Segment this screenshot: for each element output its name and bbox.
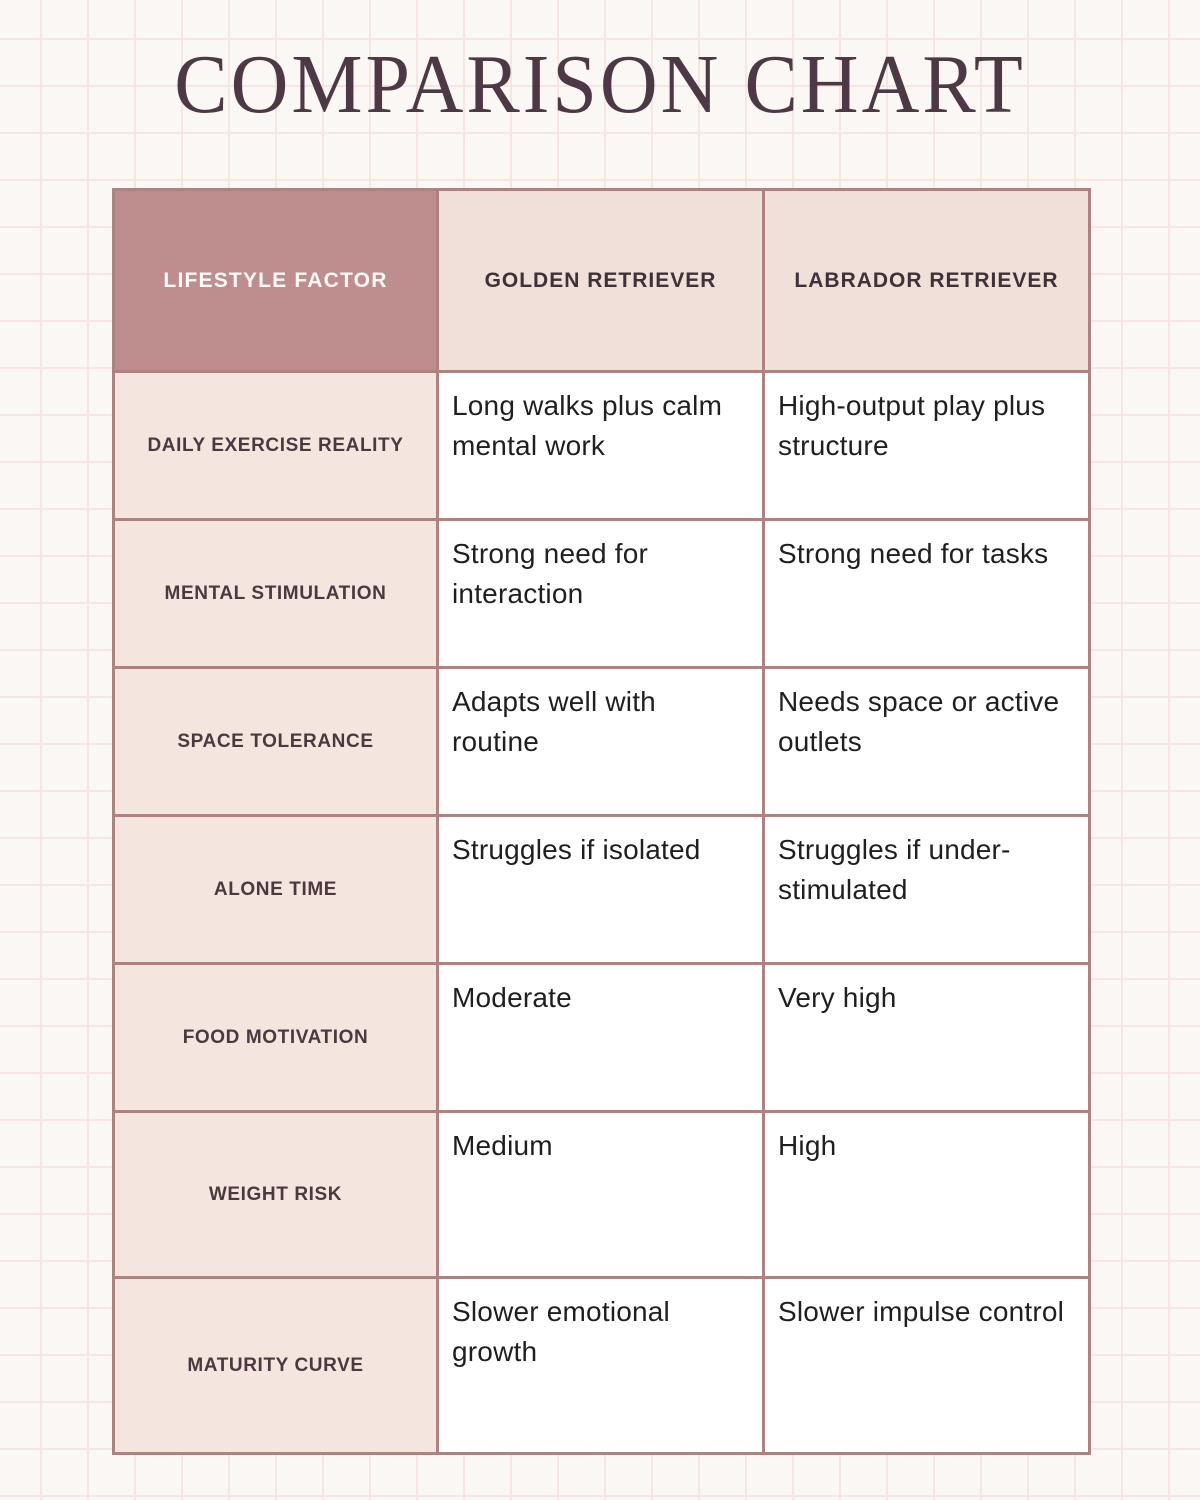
table-row — [114, 668, 1090, 816]
golden-retriever-value: Long walks plus calm mental work — [438, 372, 764, 520]
golden-retriever-value: Struggles if isolated — [438, 816, 764, 964]
labrador-retriever-value: High — [764, 1112, 1090, 1278]
labrador-retriever-value: High-output play plus structure — [764, 372, 1090, 520]
column-header-lifestyle-factor: LIFESTYLE FACTOR — [114, 190, 438, 372]
table-row — [114, 964, 1090, 1112]
labrador-retriever-value: Strong need for tasks — [764, 520, 1090, 668]
table-row — [114, 816, 1090, 964]
page-title: COMPARISON CHART — [174, 39, 1026, 131]
table-row — [114, 520, 1090, 668]
table-row — [114, 372, 1090, 520]
labrador-retriever-value: Slower impulse control — [764, 1278, 1090, 1454]
golden-retriever-value: Medium — [438, 1112, 764, 1278]
factor-label: DAILY EXERCISE REALITY — [114, 372, 438, 520]
table-row — [114, 1278, 1090, 1454]
golden-retriever-value: Adapts well with routine — [438, 668, 764, 816]
factor-label: WEIGHT RISK — [114, 1112, 438, 1278]
golden-retriever-value: Moderate — [438, 964, 764, 1112]
column-header-labrador-retriever: LABRADOR RETRIEVER — [764, 190, 1090, 372]
labrador-retriever-value: Very high — [764, 964, 1090, 1112]
factor-label: MENTAL STIMULATION — [114, 520, 438, 668]
table-row — [114, 1112, 1090, 1278]
factor-label: SPACE TOLERANCE — [114, 668, 438, 816]
factor-label: FOOD MOTIVATION — [114, 964, 438, 1112]
golden-retriever-value: Strong need for interaction — [438, 520, 764, 668]
table-header-row — [114, 190, 1090, 372]
comparison-table — [112, 188, 1091, 1455]
labrador-retriever-value: Struggles if under-stimulated — [764, 816, 1090, 964]
golden-retriever-value: Slower emotional growth — [438, 1278, 764, 1454]
factor-label: ALONE TIME — [114, 816, 438, 964]
factor-label: MATURITY CURVE — [114, 1278, 438, 1454]
labrador-retriever-value: Needs space or active outlets — [764, 668, 1090, 816]
column-header-golden-retriever: GOLDEN RETRIEVER — [438, 190, 764, 372]
